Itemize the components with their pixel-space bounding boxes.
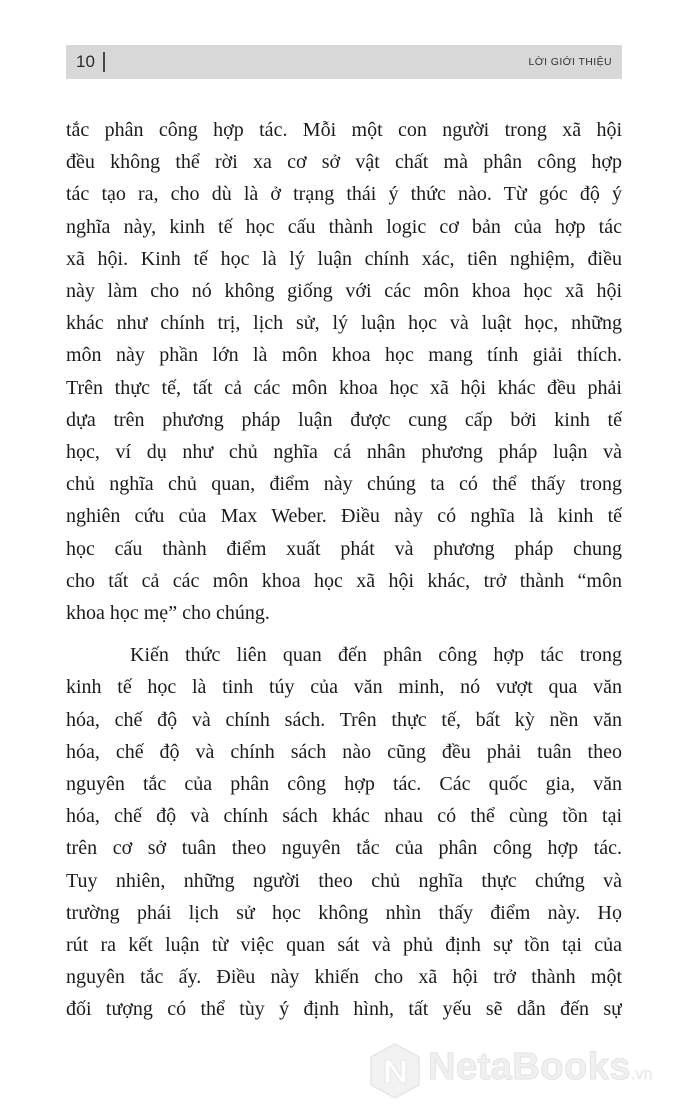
netabooks-logo-icon	[368, 1042, 422, 1100]
running-header	[66, 45, 622, 79]
text-line: đối tượng có thể tùy ý định hình, tất yếu sẽ dẫn đến sự	[66, 998, 622, 1021]
header-separator	[103, 52, 105, 72]
text-line: học, ví dụ như chủ nghĩa cá nhân phương pháp luận và	[66, 441, 622, 464]
text-line: nghiên cứu của Max Weber. Điều này có nghĩa là kinh tế	[66, 505, 622, 528]
text-line: trường phái lịch sử học không nhìn thấy điểm này. Họ	[66, 901, 622, 924]
text-line: chủ nghĩa chủ quan, điểm này chúng ta có thể thấy trong	[66, 473, 622, 496]
text-line: dựa trên phương pháp luận được cung cấp bởi kinh tế	[66, 408, 622, 431]
text-line: Kiến thức liên quan đến phân công hợp tác trong	[130, 644, 622, 667]
text-line: tắc phân công hợp tác. Mỗi một con người trong xã hội	[66, 119, 622, 141]
paragraph-1	[66, 114, 622, 629]
page-number: 10	[76, 52, 95, 71]
text-line: này làm cho nó không giống với các môn khoa học xã hội	[66, 280, 622, 303]
text-line: nguyên tắc của phân công hợp tác. Các quốc gia, văn	[66, 773, 622, 796]
watermark-suffix: .vn	[631, 1066, 653, 1083]
text-line: học cấu thành điểm xuất phát và phương pháp chung	[66, 537, 622, 560]
text-line: môn này phần lớn là môn khoa học mang tính giải thích.	[66, 344, 622, 367]
watermark-text: NetaBooks.vn	[428, 1046, 653, 1088]
text-line: Trên thực tế, tất cả các môn khoa học xã hội khác đều phải	[66, 376, 622, 399]
text-line: hóa, chế độ và chính sách nào cũng đều phải tuân theo	[66, 740, 622, 763]
text-line: Tuy nhiên, những người theo chủ nghĩa thực chứng và	[66, 869, 622, 892]
text-line: khác như chính trị, lịch sử, lý luận học và luật học, những	[66, 312, 622, 335]
text-line: tác tạo ra, cho dù là ở trạng thái ý thức nào. Từ góc độ ý	[66, 183, 622, 206]
text-line: xã hội. Kinh tế học là lý luận chính xác, tiên nghiệm, điều	[66, 247, 622, 270]
text-line: đều không thể rời xa cơ sở vật chất mà phân công hợp	[66, 151, 622, 174]
text-line: hóa, chế độ và chính sách. Trên thực tế, bất kỳ nền văn	[66, 708, 622, 731]
watermark	[368, 1040, 690, 1100]
body-text	[66, 114, 622, 1026]
text-line: hóa, chế độ và chính sách khác nhau có thể cùng tồn tại	[66, 805, 622, 828]
running-head-title: LỜI GIỚI THIỆU	[528, 56, 612, 68]
text-line: rút ra kết luận từ việc quan sát và phủ định sự tồn tại của	[66, 934, 622, 957]
text-line: nguyên tắc ấy. Điều này khiến cho xã hội trở thành một	[66, 966, 622, 989]
text-line: cho tất cả các môn khoa học xã hội khác, trở thành “môn	[66, 569, 622, 592]
text-line: kinh tế học là tinh túy của văn minh, nó vượt qua văn	[66, 676, 622, 699]
text-line: nghĩa này, kinh tế học cấu thành logic cơ bản của hợp tác	[66, 215, 622, 238]
paragraph-2	[66, 639, 622, 1025]
text-line: trên cơ sở tuân theo nguyên tắc của phân công hợp tác.	[66, 837, 622, 860]
text-line: khoa học mẹ” cho chúng.	[66, 602, 270, 625]
